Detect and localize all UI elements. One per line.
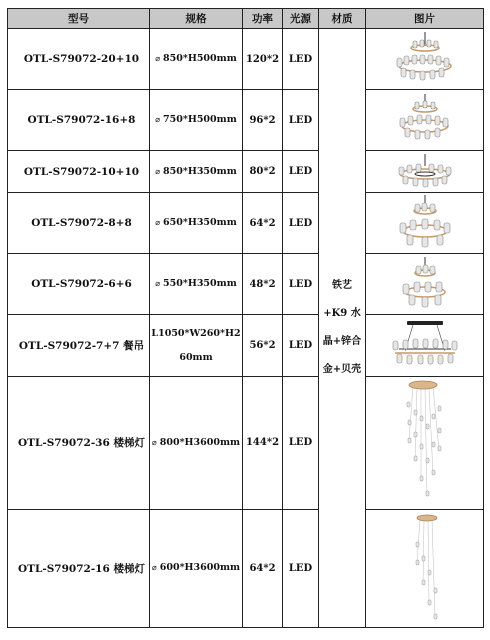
material-cell — [319, 29, 366, 628]
power-cell: 48*2 — [243, 254, 283, 315]
table-row — [8, 151, 484, 193]
power-cell: 80*2 — [243, 151, 283, 193]
power-cell: 96*2 — [243, 90, 283, 151]
size-cell — [150, 376, 243, 509]
material-line: 晶+锌合 — [322, 336, 362, 348]
size-cell — [150, 90, 243, 151]
size-value: 750*H500mm — [163, 114, 237, 126]
diameter-symbol: ⌀ — [155, 166, 161, 176]
model-cell: OTL-S79072-8+8 — [8, 193, 150, 254]
power-cell: 144*2 — [243, 376, 283, 509]
linear-pendant-image — [385, 319, 465, 373]
picture-cell — [366, 315, 484, 376]
picture-cell — [366, 90, 484, 151]
header-power: 功率 — [243, 9, 283, 29]
light-cell: LED — [283, 315, 319, 376]
model-cell: OTL-S79072-20+10 — [8, 29, 150, 90]
diameter-symbol: ⌀ — [151, 563, 157, 573]
light-cell: LED — [283, 193, 319, 254]
light-cell: LED — [283, 29, 319, 90]
light-cell: LED — [283, 90, 319, 151]
light-cell: LED — [283, 254, 319, 315]
product-spec-table — [7, 8, 484, 628]
size-value: 550*H350mm — [163, 278, 237, 290]
picture-cell — [366, 151, 484, 193]
picture-cell — [366, 254, 484, 315]
header-light: 光源 — [283, 9, 319, 29]
table-row — [8, 29, 484, 90]
power-cell: 64*2 — [243, 193, 283, 254]
size-cell — [150, 151, 243, 193]
size-value: 800*H3600mm — [159, 436, 241, 448]
header-row — [8, 9, 484, 29]
size-value: 850*H500mm — [163, 53, 237, 65]
picture-cell — [366, 29, 484, 90]
diameter-symbol: ⌀ — [155, 279, 161, 289]
chandelier-flat-image — [392, 154, 458, 190]
model-cell: OTL-S79072-7+7 餐吊 — [8, 315, 150, 376]
power-cell: 64*2 — [243, 509, 283, 627]
table-row — [8, 509, 484, 627]
model-cell: OTL-S79072-36 楼梯灯 — [8, 376, 150, 509]
size-value: 850*H350mm — [163, 165, 237, 177]
header-picture: 图片 — [366, 9, 484, 29]
chandelier-two-tier-image — [390, 32, 460, 86]
table-row — [8, 90, 484, 151]
light-cell: LED — [283, 509, 319, 627]
chandelier-two-tier-image — [393, 195, 457, 251]
diameter-symbol: ⌀ — [155, 54, 161, 64]
light-cell: LED — [283, 151, 319, 193]
power-cell: 56*2 — [243, 315, 283, 376]
table-row — [8, 193, 484, 254]
model-cell: OTL-S79072-16 楼梯灯 — [8, 509, 150, 627]
chandelier-two-tier-image — [395, 257, 455, 311]
material-line: 金+贝壳 — [322, 364, 362, 376]
header-material: 材质 — [319, 9, 366, 29]
model-cell: OTL-S79072-10+10 — [8, 151, 150, 193]
diameter-symbol: ⌀ — [155, 115, 161, 125]
size-cell — [150, 509, 243, 627]
size-line: 60mm — [179, 351, 213, 363]
size-cell — [150, 193, 243, 254]
light-cell: LED — [283, 376, 319, 509]
material-line: 铁艺 — [332, 280, 352, 292]
size-value: 650*H350mm — [163, 217, 237, 229]
model-cell: OTL-S79072-6+6 — [8, 254, 150, 315]
table-row — [8, 315, 484, 376]
model-cell: OTL-S79072-16+8 — [8, 90, 150, 151]
picture-cell — [366, 193, 484, 254]
table-row — [8, 376, 484, 509]
header-model: 型号 — [8, 9, 150, 29]
size-line: L1050*W260*H2 — [151, 327, 241, 339]
staircase-spiral-image — [395, 512, 455, 624]
size-cell — [150, 29, 243, 90]
picture-cell — [366, 509, 484, 627]
diameter-symbol: ⌀ — [155, 218, 161, 228]
picture-cell — [366, 376, 484, 509]
size-cell — [150, 254, 243, 315]
size-cell — [150, 315, 243, 376]
material-line: +K9 水 — [323, 308, 361, 320]
power-cell: 120*2 — [243, 29, 283, 90]
chandelier-two-tier-image — [392, 94, 458, 146]
size-value: 600*H3600mm — [159, 562, 241, 574]
header-size: 规格 — [150, 9, 243, 29]
staircase-cascade-image — [395, 380, 455, 506]
diameter-symbol: ⌀ — [151, 437, 157, 447]
table-row — [8, 254, 484, 315]
